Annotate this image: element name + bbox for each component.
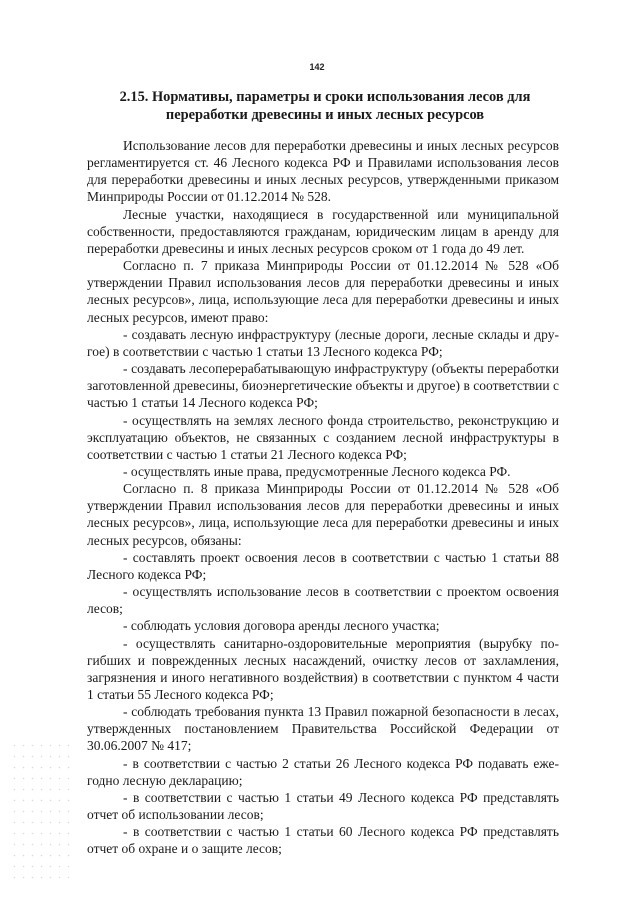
paragraph-rights-intro: Согласно п. 7 приказа Минприроды России от 01.12.2014 № 528 «Об утверждении Правил использования лесов для переработки древесины и иных лесных ресурсов», лица, использующие леса для переработки древесины и иных лесных ресурсов, имеют право: (87, 258, 559, 325)
list-item-duty: - в соответствии с частью 1 статьи 49 Лесного кодекса РФ представлять отчет об использовании лесов; (87, 789, 559, 823)
list-item-duty: - соблюдать требования пункта 13 Правил пожарной безопасности в лесах, утвержденных постановлением Правительства Российской Федерации от 30.06.2007 № 417; (87, 704, 559, 754)
list-item-right: - осуществлять на землях лесного фонда строительство, реконструкцию и эксплуатацию объектов, не связанных с созданием лесной инфраструктуры в соответствии с частью 1 статьи 21 Лесного кодекса РФ; (87, 412, 559, 462)
list-item-duty: - составлять проект освоения лесов в соответствии с частью 1 статьи 88 Лесного кодекса РФ; (87, 549, 559, 582)
list-item-right: - осуществлять иные права, предусмотренные Лесного кодекса РФ. (123, 463, 511, 479)
page-number: 142 (309, 62, 325, 72)
list-item-right: - создавать лесоперерабатывающую инфраструктуру (объекты переработки заготовленной древесины, биоэнергетические объекты и другое) в соответствии с частью 1 статьи 14 Лесного кодекса РФ; (87, 361, 559, 411)
list-item-duty: - осуществлять санитарно-оздоровительные мероприятия (вырубку погибших и поврежденных лесных насаждений, очистку лесов от захламления, загрязнения и иного негативного воздействия) в соответствии с пунктом 4 части 1 статьи 55 Лесного кодекса РФ; (87, 635, 559, 702)
list-item-duty: - соблюдать условия договора аренды лесного участка; (123, 618, 440, 634)
list-item-right: - создавать лесную инфраструктуру (лесные дороги, лесные склады и другое) в соответствии с частью 1 статьи 13 Лесного кодекса РФ; (87, 326, 559, 359)
list-item-duty: - в соответствии с частью 2 статьи 26 Лесного кодекса РФ подавать ежегодно лесную декларацию; (87, 755, 559, 788)
section-title-line-1: 2.15. Нормативы, параметры и сроки использования лесов для (119, 89, 531, 105)
body-text (87, 137, 559, 858)
scan-noise-mark (10, 740, 70, 880)
paragraph-intro: Использование лесов для переработки древесины и иных лесных ресурсов регламентируется ст. 46 Лесного кодекса РФ и Правилами использования лесов для переработки древесины и иных лесных ресурсов, утвержденными приказом Минприроды России от 01.12.2014 № 528. (87, 138, 559, 205)
section-title-line-2: переработки древесины и иных лесных ресурсов (165, 107, 485, 123)
list-item-duty: - осуществлять использование лесов в соответствии с проектом освоения лесов; (87, 584, 559, 617)
paragraph-lease-term: Лесные участки, находящиеся в государственной или муниципальной собственности, предоставляются гражданам, юридическим лицам в аренду для переработки древесины и иных лесных ресурсов сроком от 1 года до 49 лет. (87, 206, 559, 256)
list-item-duty: - в соответствии с частью 1 статьи 60 Лесного кодекса РФ представлять отчет об охране и о защите лесов; (87, 824, 559, 857)
paragraph-duties-intro: Согласно п. 8 приказа Минприроды России от 01.12.2014 № 528 «Об утверждении Правил использования лесов для переработки древесины и иных лесных ресурсов», лица, использующие леса для переработки древесины и иных лесных ресурсов, обязаны: (87, 481, 559, 548)
section-title (96, 88, 554, 124)
